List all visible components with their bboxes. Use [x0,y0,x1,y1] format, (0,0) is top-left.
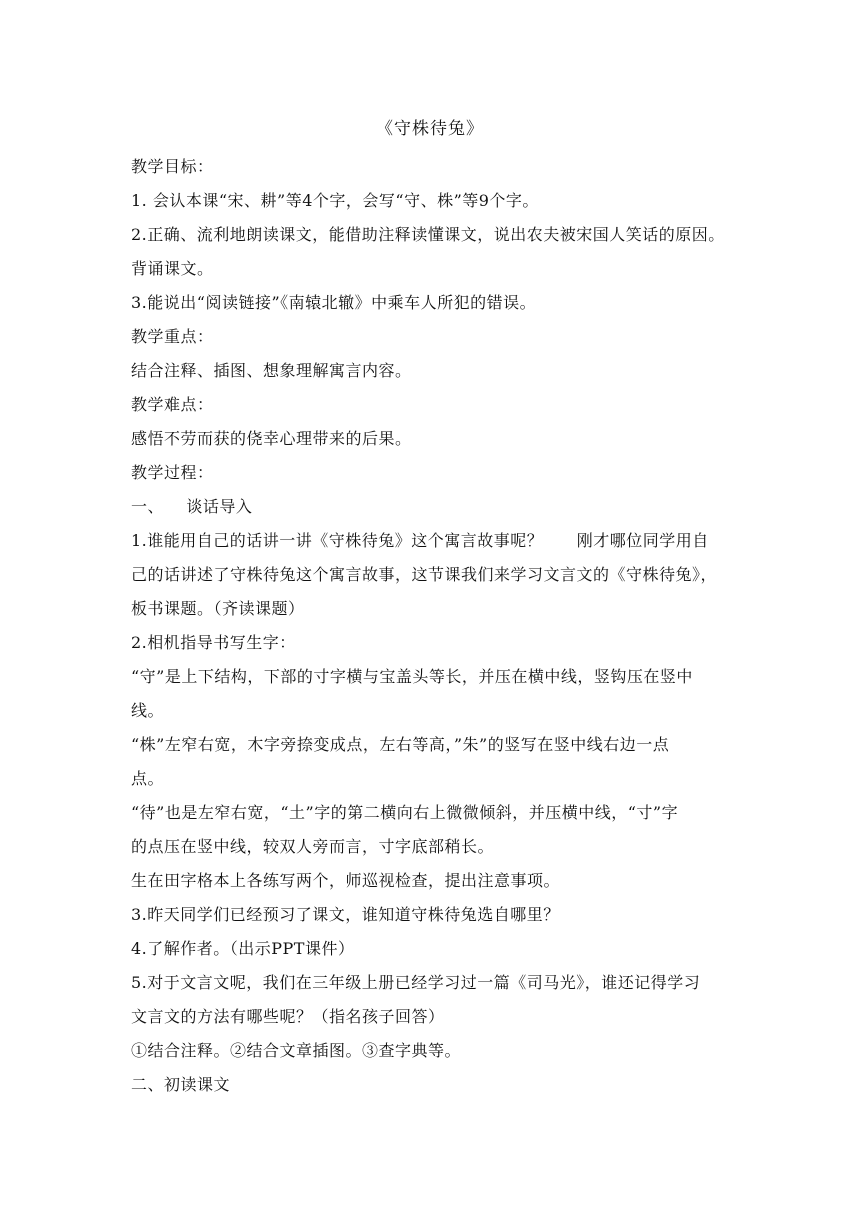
difficulty-text: 感悟不劳而获的侥幸心理带来的后果。 [131,429,412,448]
character-guide-dai-end: 的点压在竖中线，较双人旁而言，寸字底部稍长。 [131,837,495,856]
character-guide-shou: “守”是上下结构，下部的寸字横与宝盖头等长，并压在横中线，竖钩压在竖中 [131,667,693,686]
study-methods: ①结合注释。②结合文章插图。③查字典等。 [131,1041,462,1060]
process-step-2: 2.相机指导书写生字： [131,633,296,652]
objective-3: 3.能说出“阅读链接”《南辕北辙》中乘车人所犯的错误。 [131,293,537,312]
character-guide-dai: “待”也是左窄右宽，“土”字的第二横向右上微微倾斜，并压横中线，“寸”字 [131,803,679,822]
practice-instruction: 生在田字格本上各练写两个，师巡视检查，提出注意事项。 [131,871,561,890]
objective-2: 2.正确、流利地朗读课文，能借助注释读懂课文，说出农夫被宋国人笑话的原因。 [131,225,725,244]
process-step-4: 4.了解作者。（出示PPT课件） [131,939,355,958]
objective-1: 1. 会认本课“宋、耕”等4个字，会写“守、株”等9个字。 [131,191,539,210]
character-guide-shou-end: 线。 [131,701,165,720]
process-step-1-end: 板书课题。（齐读课题） [131,599,305,618]
document-title: 《守株待兔》 [376,119,484,139]
character-guide-zhu: “株”左窄右宽，木字旁捺变成点，左右等高，”朱”的竖写在竖中线右边一点 [131,735,670,754]
process-step-5: 5.对于文言文呢，我们在三年级上册已经学习过一篇《司马光》，谁还记得学习 [131,973,701,992]
process-step-1-continued: 己的话讲述了守株待兔这个寓言故事，这节课我们来学习文言文的《守株待兔》， [131,565,718,584]
document-body [131,150,731,1102]
objective-2-continued: 背诵课文。 [131,259,214,278]
section-heading-process: 教学过程： [131,463,214,482]
process-part-1-heading: 一、 谈话导入 [131,497,253,516]
character-guide-zhu-end: 点。 [131,769,165,788]
process-step-1: 1.谁能用自己的话讲一讲《守株待兔》这个寓言故事呢？ 刚才哪位同学用自 [131,531,709,550]
section-heading-objectives: 教学目标： [131,157,214,176]
process-part-2-heading: 二、初读课文 [131,1075,231,1094]
process-step-5-continued: 文言文的方法有哪些呢？（指名孩子回答） [131,1007,445,1026]
section-heading-difficulties: 教学难点： [131,395,214,414]
section-heading-key-points: 教学重点： [131,327,214,346]
key-point-text: 结合注释、插图、想象理解寓言内容。 [131,361,412,380]
process-step-3: 3.昨天同学们已经预习了课文，谁知道守株待兔选自哪里？ [131,905,560,924]
